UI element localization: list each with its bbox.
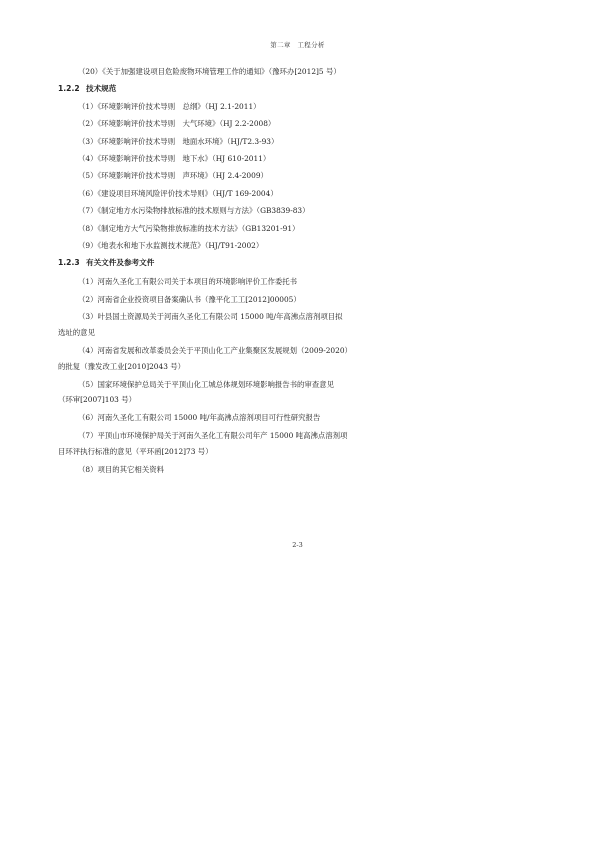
list-item: （5）国家环境保护总局关于平顶山化工城总体规划环境影响报告书的审查意见 [78,379,334,389]
list-item: （2）河南省企业投资项目备案确认书（豫平化工工[2012]00005） [78,294,301,304]
list-item-continuation: 选址的意见 [58,328,95,338]
list-item: （2）《环境影响评价技术导则 大气环境》（HJ 2.2-2008） [78,119,276,129]
section-title: 技术规范 [86,84,117,94]
page-number: 2-3 [292,541,303,549]
list-item-continuation: 目环评执行标准的意见（平环函[2012]73 号） [58,446,213,456]
reference-doc-list [58,274,538,478]
technical-spec-list [58,98,538,255]
list-item: （9）《地表水和地下水监测技术规范》（HJ/T91-2002） [78,241,264,251]
page-header: 第二章 工程分析 [270,41,325,49]
list-item: （5）《环境影响评价技术导则 声环境》（HJ 2.4-2009） [78,171,268,181]
list-item: （1）《环境影响评价技术导则 总纲》（HJ 2.1-2011） [78,101,261,111]
section-number: 1.2.3 [58,258,80,268]
section-heading-reference-docs [58,254,538,271]
list-item: （3）叶县国土资源局关于河南久圣化工有限公司 15000 吨/年高沸点溶剂项目拟 [78,312,343,322]
list-item: （7）《制定地方水污染物排放标准的技术原则与方法》（GB3839-83） [78,206,310,216]
list-item: （3）《环境影响评价技术导则 地面水环境》（HJ/T2.3-93） [78,136,279,146]
section-heading-technical-specs [58,80,538,97]
list-item: （8）《制定地方大气污染物排放标准的技术方法》（GB13201-91） [78,223,300,233]
list-item: （1）河南久圣化工有限公司关于本项目的环境影响评价工作委托书 [78,276,298,286]
document-body [58,63,538,477]
list-item-continuation: 的批复（豫发改工业[2010]2043 号） [58,361,186,371]
list-item: （6）《建设项目环境风险评价技术导则》（HJ/T 169-2004） [78,188,278,198]
regulation-item-20: （20）《关于加强建设项目危险废物环境管理工作的通知》（豫环办[2012]5 号） [78,67,341,76]
list-item: （7）平顶山市环境保护局关于河南久圣化工有限公司年产 15000 吨高沸点溶剂项 [78,431,348,441]
section-title: 有关文件及参考文件 [86,258,155,268]
list-item: （4）《环境影响评价技术导则 地下水》（HJ 610-2011） [78,154,271,164]
list-item: （8）项目的其它相关资料 [78,464,165,474]
section-number: 1.2.2 [58,84,80,94]
list-item: （6）河南久圣化工有限公司 15000 吨/年高沸点溶剂项目可行性研究报告 [78,413,321,423]
list-item-continuation: （环审[2007]103 号） [58,395,136,405]
list-item: （4）河南省发展和改革委员会关于平顶山化工产业集聚区发展规划（2009-2020） [78,346,352,356]
